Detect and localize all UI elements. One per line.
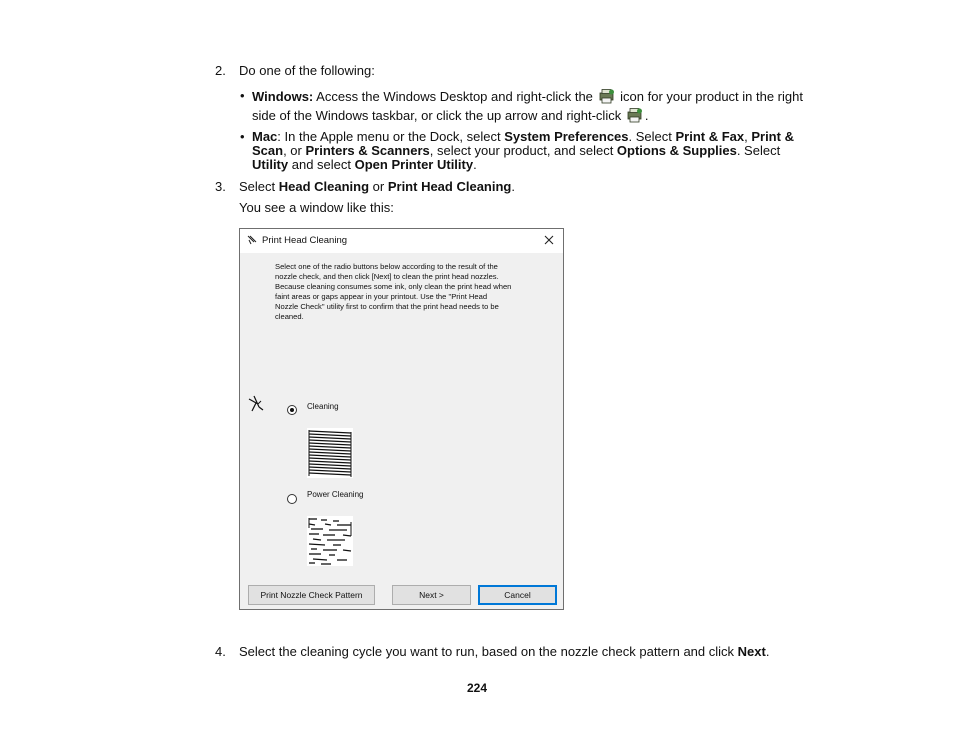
mac-t4: , or xyxy=(283,143,306,158)
power-cleaning-nozzle-pattern xyxy=(307,516,353,566)
windows-label: Windows: xyxy=(252,89,314,104)
dialog-titlebar xyxy=(240,229,563,253)
step3-t1: Select xyxy=(239,179,279,194)
mac-t3: , xyxy=(744,129,752,144)
label-power-cleaning[interactable]: Power Cleaning xyxy=(307,490,364,499)
step-3-text xyxy=(239,179,515,194)
desc-line: Nozzle Check" utility first to confirm that the print head needs to be xyxy=(275,302,499,311)
mac-t8: . xyxy=(473,157,477,172)
step4-next: Next xyxy=(737,644,766,659)
desc-line: cleaned. xyxy=(275,312,304,321)
mac-t1: : In the Apple menu or the Dock, select xyxy=(277,129,505,144)
desc-line: faint areas or gaps appear in your printout. Use the "Print Head xyxy=(275,292,488,301)
radio-power-cleaning[interactable] xyxy=(287,494,297,504)
windows-text-d: . xyxy=(644,108,649,123)
mac-open-printer-utility: Open Printer Utility xyxy=(354,157,474,172)
nozzle-check-icon xyxy=(248,395,266,413)
mac-t5: , select your product, and select xyxy=(429,143,617,158)
mac-t6: . Select xyxy=(736,143,781,158)
mac-instruction-line3 xyxy=(252,157,477,172)
dialog-description xyxy=(275,262,545,322)
radio-cleaning[interactable] xyxy=(287,405,297,415)
step3-head-cleaning: Head Cleaning xyxy=(278,179,370,194)
mac-print-scan-a: Print & xyxy=(751,129,794,144)
desc-line: Select one of the radio buttons below according to the result of the xyxy=(275,262,498,271)
print-nozzle-check-pattern-button[interactable]: Print Nozzle Check Pattern xyxy=(248,585,375,605)
step4-t1: Select the cleaning cycle you want to run, based on the nozzle check pattern and click xyxy=(239,644,738,659)
step4-t2: . xyxy=(765,644,770,659)
step-4-text xyxy=(239,644,769,659)
dialog-title: Print Head Cleaning xyxy=(262,235,348,246)
close-icon[interactable] xyxy=(541,232,557,248)
printer-tray-icon xyxy=(599,88,615,104)
print-head-icon xyxy=(247,235,257,245)
bullet-mac: • xyxy=(240,129,245,144)
mac-label: Mac xyxy=(252,129,278,144)
step3-t2: or xyxy=(369,179,388,194)
mac-instruction-line2 xyxy=(252,143,780,158)
step-3-number: 3. xyxy=(215,179,226,194)
mac-t2: . Select xyxy=(628,129,676,144)
windows-text-c: side of the Windows taskbar, or click the up arrow and right-click xyxy=(252,108,622,123)
windows-text-a: Access the Windows Desktop and right-click the xyxy=(316,89,593,104)
mac-utility: Utility xyxy=(252,157,289,172)
mac-printers-scanners: Printers & Scanners xyxy=(305,143,430,158)
cancel-button[interactable]: Cancel xyxy=(478,585,557,605)
printer-tray-icon xyxy=(627,107,643,123)
step-4-number: 4. xyxy=(215,644,226,659)
radio-selected-icon xyxy=(290,408,294,412)
next-button[interactable]: Next > xyxy=(392,585,471,605)
desc-line: Because cleaning consumes some ink, only clean the print head when xyxy=(275,282,512,291)
step-2-number: 2. xyxy=(215,63,226,78)
step3-print-head-cleaning: Print Head Cleaning xyxy=(387,179,512,194)
desc-line: nozzle check, and then click [Next] to clean the print head nozzles. xyxy=(275,272,499,281)
print-head-cleaning-dialog xyxy=(239,228,564,610)
mac-print-scan-b: Scan xyxy=(252,143,284,158)
mac-system-preferences: System Preferences xyxy=(504,129,629,144)
mac-instruction-line1 xyxy=(252,129,794,144)
step-3-subtext: You see a window like this: xyxy=(239,200,394,215)
bullet-windows: • xyxy=(240,88,245,103)
mac-t7: and select xyxy=(288,157,355,172)
mac-print-fax: Print & Fax xyxy=(675,129,745,144)
cleaning-nozzle-pattern xyxy=(307,428,353,478)
page-number: 224 xyxy=(466,681,488,695)
windows-text-b: icon for your product in the right xyxy=(620,89,803,104)
step3-t3: . xyxy=(511,179,515,194)
label-cleaning[interactable]: Cleaning xyxy=(307,402,339,411)
windows-instruction-line2 xyxy=(252,107,648,123)
step-2-text: Do one of the following: xyxy=(239,63,375,78)
mac-options-supplies: Options & Supplies xyxy=(616,143,737,158)
windows-instruction xyxy=(252,88,803,104)
